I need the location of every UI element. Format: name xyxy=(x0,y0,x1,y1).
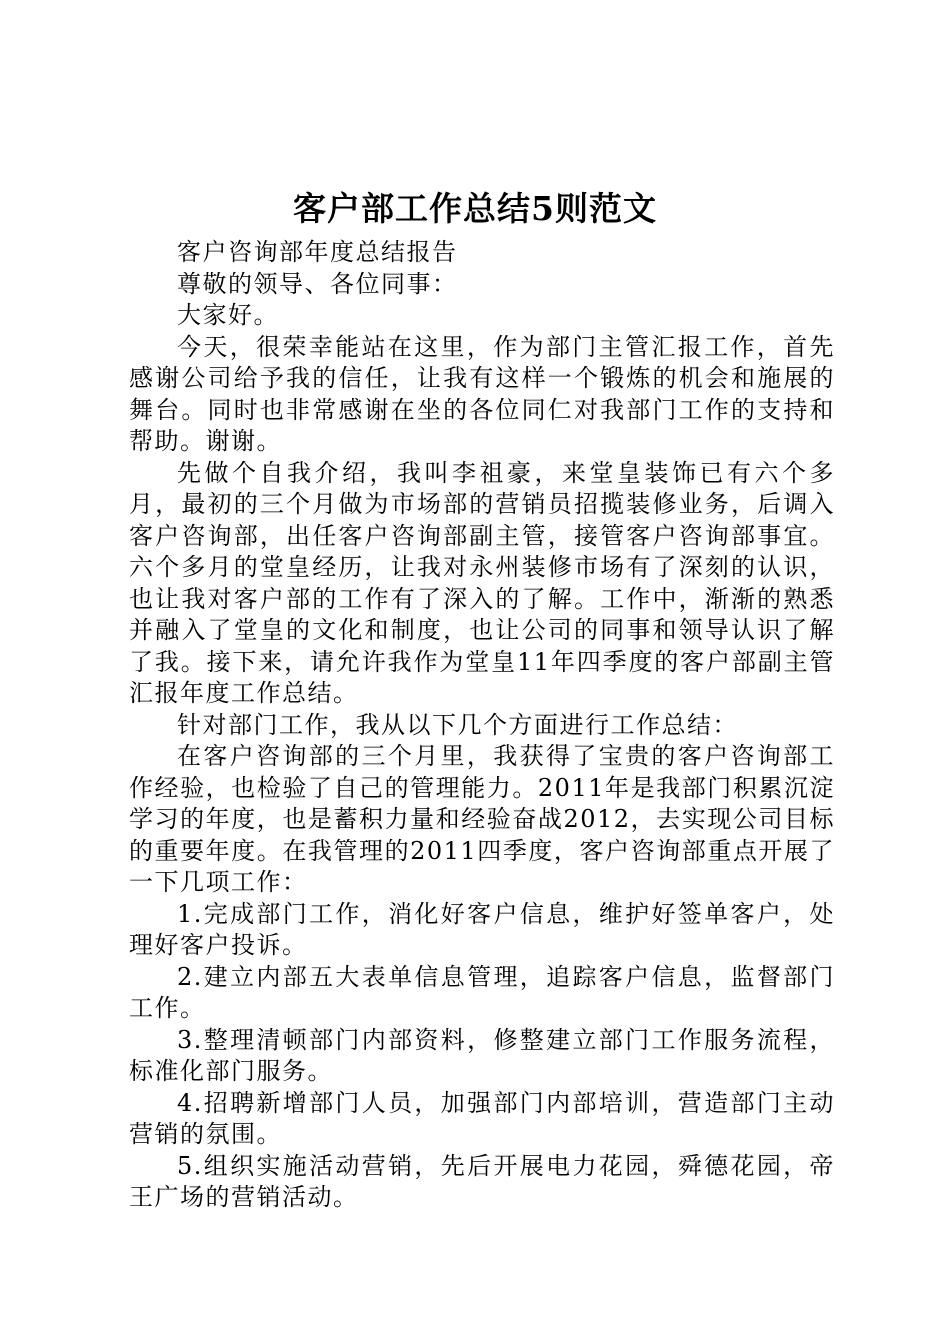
paragraph-self-introduction: 先做个自我介绍，我叫李祖豪，来堂皇装饰已有六个多月，最初的三个月做为市场部的营销员招揽装修业务，后调入客户咨询部，出任客户咨询部副主管，接管客户咨询部事宜。六个多月的堂皇经历，让我对永州装修市场有了深刻的认识，也让我对客户部的工作有了深入的了解。工作中，渐渐的熟悉并融入了堂皇的文化和制度，也让公司的同事和领导认识了解了我。接下来，请允许我作为堂皇11年四季度的客户部副主管汇报年度工作总结。 xyxy=(129,458,835,707)
paragraph-opening: 今天，很荣幸能站在这里，作为部门主管汇报工作，首先感谢公司给予我的信任，让我有这样一个锻炼的机会和施展的舞台。同时也非常感谢在坐的各位同仁对我部门工作的支持和帮助。谢谢。 xyxy=(129,332,835,455)
list-item-4: 4.招聘新增部门人员，加强部门内部培训，营造部门主动营销的氛围。 xyxy=(129,1088,835,1148)
document-body xyxy=(129,237,835,1214)
paragraph-experience: 在客户咨询部的三个月里，我获得了宝贵的客户咨询部工作经验，也检验了自己的管理能力。2011年是我部门积累沉淀学习的年度，也是蓄积力量和经验奋战2012，去实现公司目标的重要年度。在我管理的2011四季度，客户咨询部重点开展了一下几项工作： xyxy=(129,742,835,896)
list-item-5: 5.组织实施活动营销，先后开展电力花园，舜德花园，帝王广场的营销活动。 xyxy=(129,1151,835,1211)
paragraph-greeting: 大家好。 xyxy=(177,301,279,329)
list-item-2: 2.建立内部五大表单信息管理，追踪客户信息，监督部门工作。 xyxy=(129,962,835,1022)
paragraph-salutation: 尊敬的领导、各位同事： xyxy=(177,269,458,298)
paragraph-summary-intro: 针对部门工作，我从以下几个方面进行工作总结： xyxy=(177,710,738,739)
paragraph-report-heading: 客户咨询部年度总结报告 xyxy=(177,238,458,266)
document-title: 客户部工作总结5则范文 xyxy=(293,189,657,228)
list-item-3: 3.整理清顿部门内部资料，修整建立部门工作服务流程，标准化部门服务。 xyxy=(129,1025,835,1085)
list-item-1: 1.完成部门工作，消化好客户信息，维护好签单客户，处理好客户投诉。 xyxy=(129,899,835,959)
